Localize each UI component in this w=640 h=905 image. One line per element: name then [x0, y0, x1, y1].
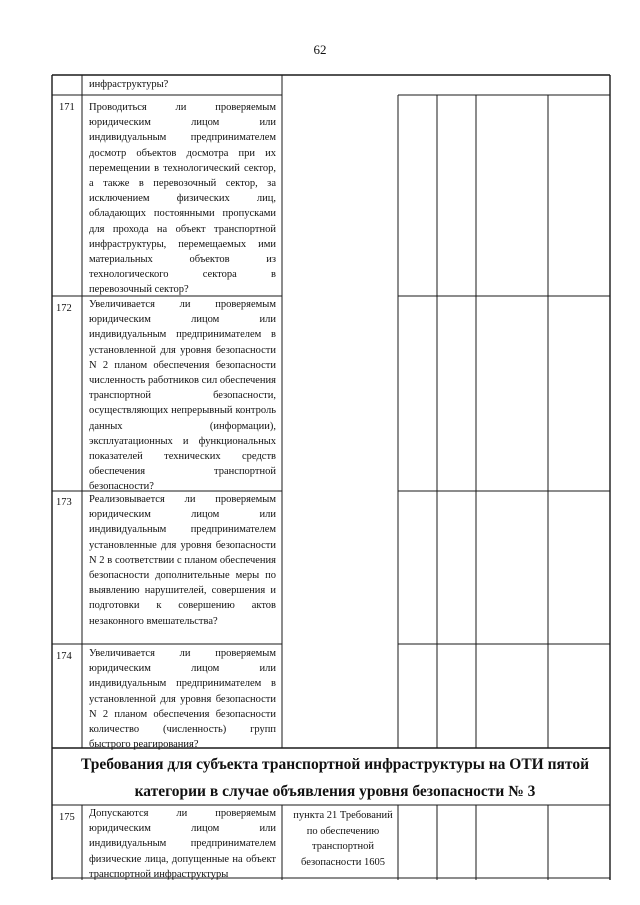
row-175-reference: пункта 21 Требований по обеспечению транспортной безопасности 1605 — [293, 810, 393, 868]
row-170-question-tail: инфраструктуры? — [89, 79, 169, 90]
row-173-number: 173 — [56, 497, 72, 508]
row-173-question: Реализовывается ли проверяемым юридическим лицом или индивидуальным предпринимателем установленные для уровня безопасности N 2 в соответствии с планом обеспечения безопасности дополнительные меры по выявлению нарушителей, совершения и подготовки к совершению актов незаконного вмешательства? — [89, 494, 276, 627]
row-175-number: 175 — [59, 812, 75, 823]
row-175-question: Допускаются ли проверяемым юридическим лицом или индивидуальным предпринимателем физические лица, допущенные на объект транспортной инфраструктуры — [89, 808, 276, 880]
row-172-number: 172 — [56, 303, 72, 314]
row-174-question: Увеличивается ли проверяемым юридическим лицом или индивидуальным предпринимателем в установленной для уровня безопасности N 2 планом обеспечения безопасности количество (численность) групп быстрого реагирования? — [89, 648, 276, 751]
section-heading: Требования для субъекта транспортной инфраструктуры на ОТИ пятой категории в случае объявления уровня безопасности № 3 — [80, 756, 590, 800]
row-171-number: 171 — [59, 102, 75, 113]
row-172-question: Увеличивается ли проверяемым юридическим лицом или индивидуальным предпринимателем в установленной для уровня безопасности N 2 планом обеспечения безопасности численность работников сил обеспечения транспортной безопасности, осуществляющих непрерывный контроль данных (информации), эксплуатационных и функциональных показателей технических средств обеспечения транспортной безопасности? — [89, 299, 276, 493]
page-number: 62 — [313, 42, 327, 57]
row-174-number: 174 — [56, 651, 72, 662]
row-171-question: Проводиться ли проверяемым юридическим лицом или индивидуальным предпринимателем досмотр объектов досмотра при их перемещении в технологический сектор, а также в перевозочный сектор, за исключением физических лиц, обладающих постоянными пропусками для прохода на объект транспортной инфраструктуры, перемещаемых ими материальных объектов из технологического сектора в перевозочный сектор? — [89, 102, 276, 296]
